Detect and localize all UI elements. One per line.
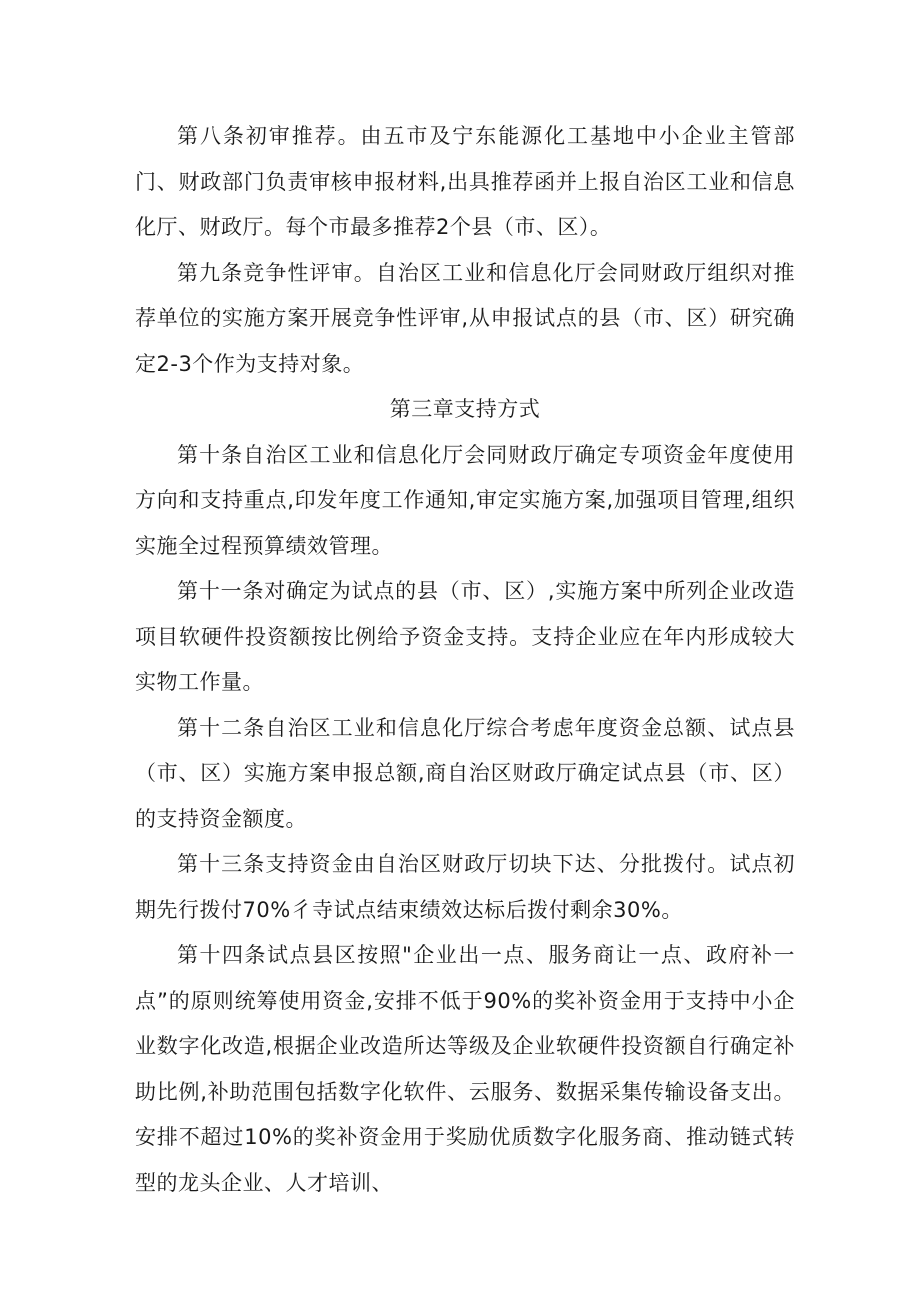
article-12-paragraph: 第十二条自治区工业和信息化厅综合考虑年度资金总额、试点县（市、区）实施方案申报总额,商自治区财政厅确定试点县（市、区）的支持资金额度。 — [135, 715, 795, 831]
article-13-paragraph: 第十三条支持资金由自治区财政厅切块下达、分批拨付。试点初期先行拨付70%彳寺试点结束绩效达标后拨付剩余30%。 — [135, 852, 795, 922]
article-14-paragraph: 第十四条试点县区按照"企业出一点、服务商让一点、政府补一点”的原则统筹使用资金,安排不低于90%的奖补资金用于支持中小企业数字化改造,根据企业改造所达等级及企业软硬件投资额自行确定补助比例,补助范围包括数字化软件、云服务、数据采集传输设备支出。安排不超过10%的奖补资金用于奖励优质数字化服务商、推动链式转型的龙头企业、人才培训、 — [135, 943, 795, 1195]
article-8-paragraph: 第八条初审推荐。由五市及宁东能源化工基地中小企业主管部门、财政部门负责审核申报材料,出具推荐函并上报自治区工业和信息化厅、财政厅。每个市最多推荐2个县（市、区）。 — [135, 124, 795, 239]
chapter-heading: 第三章支持方式 — [389, 397, 541, 421]
document-body — [135, 114, 795, 1206]
article-9-paragraph: 第九条竞争性评审。自治区工业和信息化厅会同财政厅组织对推荐单位的实施方案开展竞争性评审,从申报试点的县（市、区）研究确定2-3个作为支持对象。 — [135, 260, 795, 376]
article-10-paragraph: 第十条自治区工业和信息化厅会同财政厅确定专项资金年度使用方向和支持重点,印发年度工作通知,审定实施方案,加强项目管理,组织实施全过程预算绩效管理。 — [135, 442, 795, 558]
article-11-paragraph: 第十一条对确定为试点的县（市、区）,实施方案中所列企业改造项目软硬件投资额按比例给予资金支持。支持企业应在年内形成较大实物工作量。 — [135, 579, 795, 694]
